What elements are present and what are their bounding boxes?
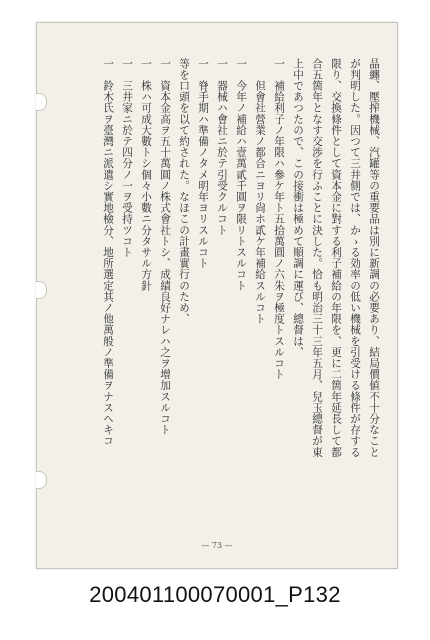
page-number: — 73 — <box>201 541 233 550</box>
text-column: 等を口頭を以て約された。なほこの計畫實行のため、 <box>178 58 190 325</box>
text-column: 一 器械ハ會社ニ於テ引受クルコト <box>216 58 228 236</box>
text-column: 一 今年ノ補給ハ壹萬貳千圓ヲ限リトスルコト <box>235 58 247 292</box>
text-column: が判明した。因つて三井側では、かゝる効率の低い機械を引受ける條件が存する <box>349 58 361 458</box>
image-id-caption: 200401100070001_P132 <box>89 582 341 607</box>
text-column: 一 三井家ニ於テ四分ノ一ヲ受持ツコト <box>121 58 133 258</box>
text-column: 一 補給利子ノ年限ハ參ケ年ト五拾萬圓ノ六朱ヲ極度トスルコト <box>273 58 285 380</box>
binding-hole <box>36 93 47 111</box>
text-column: 限り、交換條件として資本金に對する利子補給の年限を、更に二箇年延長して都 <box>330 58 342 458</box>
document-page <box>36 22 398 569</box>
text-column: 合五箇年となす交渉を行ふことに決した。恰も明治三十三年五月、兒玉總督が東 <box>311 58 323 458</box>
text-column: 但會社營業ノ都合ニヨリ尙ホ貳ケ年補給スルコト <box>254 58 266 325</box>
text-column: 晶纏、壓搾機械、汽罐等の重要品は別に新調の必要あり、結局價値不十分なこと <box>368 58 380 458</box>
text-column: 一 資本金高ヲ五十萬圓ノ株式會社トシ、成績良好ナレハ之ヲ增加スルコト <box>159 58 171 436</box>
binding-hole <box>36 471 47 489</box>
text-column: 一 株ハ可成大數トシ個々小數ニ分タサル方針 <box>140 58 152 292</box>
binding-hole <box>36 281 47 299</box>
text-column: 一 脊手期ハ準備ノタメ明年ヨリスルコト <box>197 58 209 269</box>
text-column: 一 鈴木氏ヲ臺灣ニ派遣シ實地檢分、地所選定其ノ他萬般ノ準備ヲナスヘキコ <box>102 58 114 447</box>
text-column: 上中であつたので、この接衝は極めて順調に運び、總督は、 <box>292 58 304 358</box>
